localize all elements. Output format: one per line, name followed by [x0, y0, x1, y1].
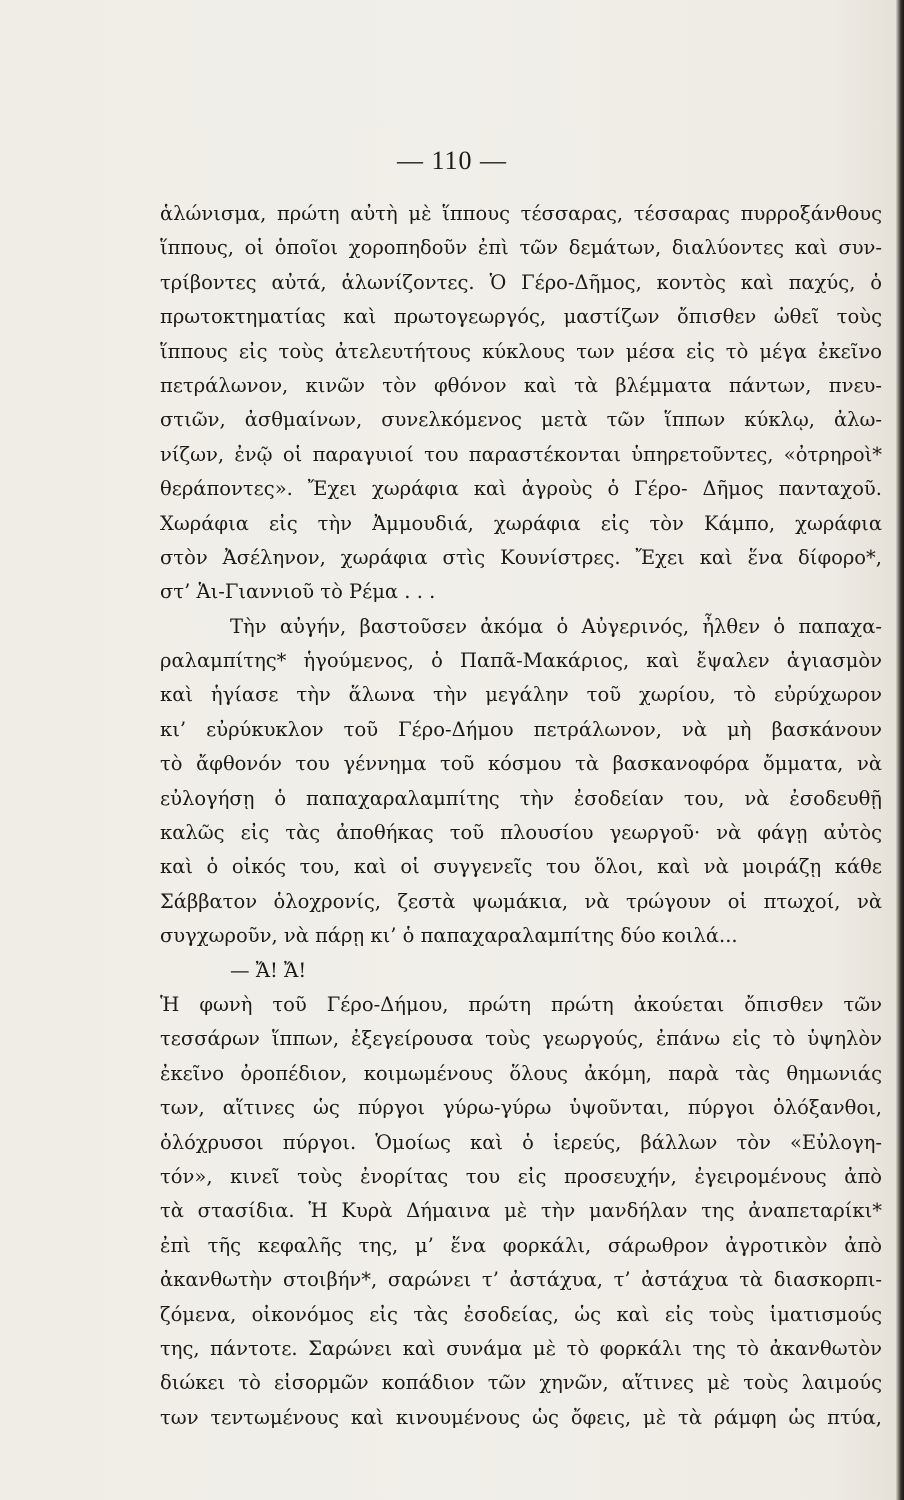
text-line: νίζων, ἐνῷ οἱ παραγυιοί του παραστέκονται ὑπηρετοῦντες, «ὀτρηροὶ*: [160, 442, 882, 466]
text-line: τόν», κινεῖ τοὺς ἐνορίτας του εἰς προσευχήν, ἐγειρομένους ἀπὸ: [160, 1164, 882, 1188]
text-line: διώκει τὸ εἰσορμῶν κοπάδιον τῶν χηνῶν, αἵτινες μὲ τοὺς λαιμούς: [160, 1371, 882, 1395]
text-line: Ἡ φωνὴ τοῦ Γέρο-Δήμου, πρώτη πρώτη ἀκούεται ὄπισθεν τῶν: [160, 992, 882, 1016]
text-line: ὁλόχρυσοι πύργοι. Ὁμοίως καὶ ὁ ἱερεύς, βάλλων τὸν «Εὐλογη-: [160, 1130, 882, 1154]
text-line: ἐκεῖνο ὀροπέδιον, κοιμωμένους ὅλους ἀκόμη, παρὰ τὰς θημωνιάς: [160, 1061, 882, 1085]
text-line: θεράποντες». Ἔχει χωράφια καὶ ἀγροὺς ὁ Γέρο- Δῆμος πανταχοῦ.: [160, 477, 882, 501]
text-line: ἐπὶ τῆς κεφαλῆς της, μ’ ἕνα φορκάλι, σάρωθρον ἀγροτικὸν ἀπὸ: [160, 1233, 882, 1257]
text-line: των τεντωμένους καὶ κινουμένους ὡς ὄφεις, μὲ τὰ ράμφη ὡς πτύα,: [160, 1405, 882, 1429]
text-line: πετράλωνον, κινῶν τὸν φθόνον καὶ τὰ βλέμματα πάντων, πνευ-: [160, 373, 882, 397]
text-line: των, αἵτινες ὡς πύργοι γύρω-γύρω ὑψοῦνται, πύργοι ὁλόξανθοι,: [160, 1096, 882, 1120]
page-edge-shadow: [896, 0, 904, 1500]
text-line: καὶ ἡγίασε τὴν ἅλωνα τὴν μεγάλην τοῦ χωρίου, τὸ εὐρύχωρον: [160, 683, 882, 707]
text-line: στὸν Ἀσέληνον, χωράφια στὶς Κουνίστρες. Ἔχει καὶ ἕνα δίφορο*,: [160, 545, 882, 569]
paragraph-start-line: Τὴν αὐγήν, βαστοῦσεν ἀκόμα ὁ Αὐγερινός, ἦλθεν ὁ παπαχα-: [230, 614, 882, 638]
text-line: τρίβοντες αὐτά, ἁλωνίζοντες. Ὁ Γέρο-Δῆμος, κοντὸς καὶ παχύς, ὁ: [160, 270, 882, 294]
text-line: ἀκανθωτὴν στοιβήν*, σαρώνει τ’ ἀστάχυα, τ’ ἀστάχυα τὰ διασκορπι-: [160, 1268, 882, 1292]
text-line: τὸ ἄφθονόν του γέννημα τοῦ κόσμου τὰ βασκανοφόρα ὄμματα, νὰ: [160, 752, 882, 776]
text-line: ἵππους, οἱ ὁποῖοι χοροπηδοῦν ἐπὶ τῶν δεμάτων, διαλύοντες καὶ συν-: [160, 236, 882, 260]
page-number: — 110 —: [396, 146, 508, 175]
text-line: στ’ Ἁι-Γιαννιοῦ τὸ Ρέμα . . .: [160, 580, 436, 604]
dialogue-line: — Ἄ! Ἄ!: [230, 958, 307, 982]
text-line: ζόμενα, οἰκονόμος εἰς τὰς ἐσοδείας, ὡς καὶ εἰς τοὺς ἱματισμούς: [160, 1302, 882, 1326]
text-line: ραλαμπίτης* ἡγούμενος, ὁ Παπᾶ-Μακάριος, καὶ ἔψαλεν ἁγιασμὸν: [160, 649, 882, 673]
text-line: καὶ ὁ οἰκός του, καὶ οἱ συγγενεῖς του ὅλοι, καὶ νὰ μοιράζῃ κάθε: [160, 855, 882, 879]
text-line: στιῶν, ἀσθμαίνων, συνελκόμενος μετὰ τῶν ἵππων κύκλῳ, ἀλω-: [160, 408, 882, 432]
text-line: συγχωροῦν, νὰ πάρῃ κι’ ὁ παπαχαραλαμπίτης δύο κοιλά...: [160, 924, 738, 948]
text-line: καλῶς εἰς τὰς ἀποθήκας τοῦ πλουσίου γεωργοῦ· νὰ φάγῃ αὐτὸς: [160, 821, 882, 845]
text-line: κι’ εὐρύκυκλον τοῦ Γέρο-Δήμου πετράλωνον, νὰ μὴ βασκάνουν: [160, 717, 882, 741]
text-line: ἵππους εἰς τοὺς ἀτελευτήτους κύκλους των μέσα εἰς τὸ μέγα ἐκεῖνο: [160, 339, 882, 363]
text-line: της, πάντοτε. Σαρώνει καὶ συνάμα μὲ τὸ φορκάλι της τὸ ἀκανθωτὸν: [160, 1336, 882, 1360]
text-line: τεσσάρων ἵππων, ἐξεγείρουσα τοὺς γεωργούς, ἐπάνω εἰς τὸ ὑψηλὸν: [160, 1027, 882, 1051]
text-line: Χωράφια εἰς τὴν Ἀμμουδιά, χωράφια εἰς τὸν Κάμπο, χωράφια: [160, 511, 882, 535]
text-line: ἁλώνισμα, πρώτη αὐτὴ μὲ ἵππους τέσσαρας, τέσσαρας πυρροξάνθους: [160, 202, 882, 225]
text-line: τὰ στασίδια. Ἡ Κυρὰ Δήμαινα μὲ τὴν μανδήλαν της ἀναπεταρίκι*: [160, 1199, 882, 1223]
text-line: Σάββατον ὁλοχρονίς, ζεστὰ ψωμάκια, νὰ τρώγουν οἱ πτωχοί, νὰ: [160, 889, 882, 913]
text-line: πρωτοκτηματίας καὶ πρωτογεωργός, μαστίζων ὄπισθεν ὠθεῖ τοὺς: [160, 305, 882, 329]
body-text: [160, 197, 882, 1435]
text-line: εὐλογήσῃ ὁ παπαχαραλαμπίτης τὴν ἐσοδείαν του, νὰ ἐσοδευθῇ: [160, 786, 882, 810]
